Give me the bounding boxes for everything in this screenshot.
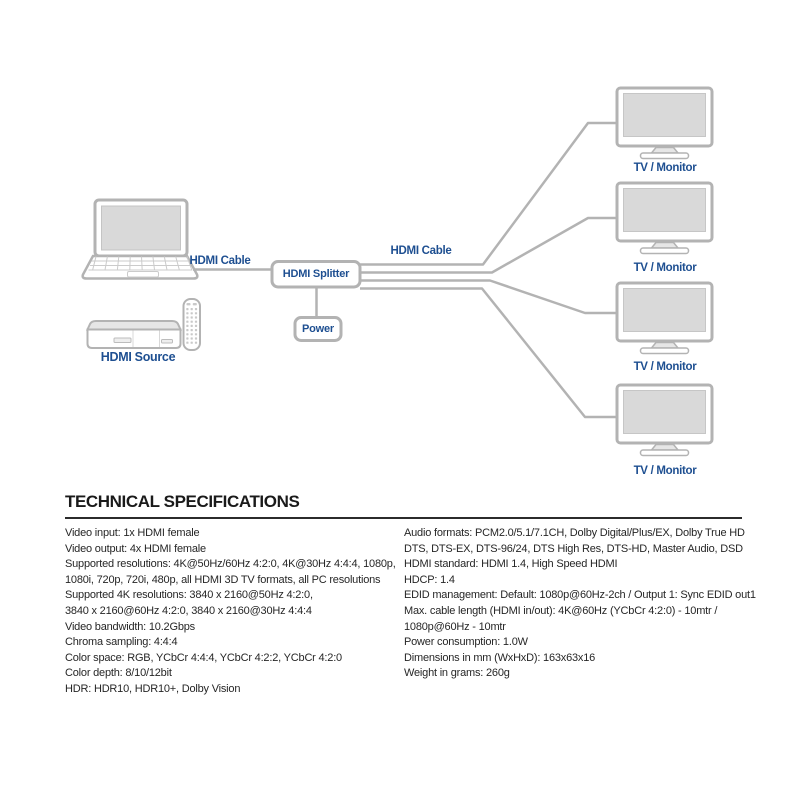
tv-illustration-4 [617, 385, 712, 456]
hdmi-source-label: HDMI Source [100, 350, 176, 364]
spec-line: Audio formats: PCM2.0/5.1/7.1CH, Dolby Digital/Plus/EX, Dolby True HD [404, 527, 745, 539]
spec-line: 1080p@60Hz - 10mtr [404, 620, 506, 633]
cable-to-tv-4 [360, 289, 617, 418]
specs-title: TECHNICAL SPECIFICATIONS [65, 492, 300, 511]
spec-line: Video input: 1x HDMI female [65, 527, 200, 539]
cable-to-tv-1 [360, 123, 617, 265]
technical-specifications-section [65, 492, 756, 698]
spec-line: DTS, DTS-EX, DTS-96/24, DTS High Res, DTS-HD, Master Audio, DSD [404, 542, 743, 555]
spec-line: Color space: RGB, YCbCr 4:4:4, YCbCr 4:2:2, YCbCr 4:2:0 [65, 651, 342, 664]
spec-line: Video output: 4x HDMI female [65, 542, 206, 555]
tv-monitor-label-3: TV / Monitor [633, 361, 697, 373]
spec-line: Supported resolutions: 4K@50Hz/60Hz 4:2:0, 4K@30Hz 4:4:4, 1080p, [65, 558, 396, 571]
spec-line: Power consumption: 1.0W [404, 636, 528, 649]
spec-line: Max. cable length (HDMI in/out): 4K@60Hz (YCbCr 4:2:0) - 10mtr / [404, 604, 718, 617]
tv-monitor-label-2: TV / Monitor [633, 262, 697, 274]
spec-line: 1080i, 720p, 720i, 480p, all HDMI 3D TV formats, all PC resolutions [65, 573, 381, 586]
power-label: Power [301, 323, 334, 335]
tv-illustration-2 [617, 183, 712, 254]
spec-line: HDMI standard: HDMI 1.4, High Speed HDMI [404, 558, 618, 571]
tv-monitor-label-4: TV / Monitor [633, 465, 697, 477]
spec-line: 3840 x 2160@60Hz 4:2:0, 3840 x 2160@30Hz 4:4:4 [65, 604, 312, 617]
spec-line: Dimensions in mm (WxHxD): 163x63x16 [404, 651, 596, 664]
spec-line: Weight in grams: 260g [404, 667, 510, 680]
tv-illustration-1 [617, 88, 712, 159]
specs-left-column [65, 526, 404, 698]
specs-right-column [404, 526, 756, 698]
tv-monitor-label-1: TV / Monitor [633, 162, 697, 174]
hdmi-splitter-label: HDMI Splitter [282, 268, 350, 280]
specs-divider [65, 517, 742, 519]
spec-line: EDID management: Default: 1080p@60Hz-2ch / Output 1: Sync EDID out1 [404, 589, 756, 602]
tv-illustration-3 [617, 283, 712, 354]
spec-line: Supported 4K resolutions: 3840 x 2160@50Hz 4:2:0, [65, 589, 313, 602]
spec-line: Video bandwidth: 10.2Gbps [65, 620, 195, 633]
spec-line: Color depth: 8/10/12bit [65, 667, 172, 680]
laptop-illustration [83, 200, 198, 279]
spec-line: Chroma sampling: 4:4:4 [65, 636, 178, 649]
hdmi-cable-label-right: HDMI Cable [390, 245, 452, 257]
spec-line: HDCP: 1.4 [404, 573, 455, 586]
hdmi-cable-label-left: HDMI Cable [189, 255, 251, 267]
remote-control-illustration [184, 299, 201, 350]
spec-line: HDR: HDR10, HDR10+, Dolby Vision [65, 682, 241, 695]
hdmi-source-illustration [88, 321, 181, 348]
